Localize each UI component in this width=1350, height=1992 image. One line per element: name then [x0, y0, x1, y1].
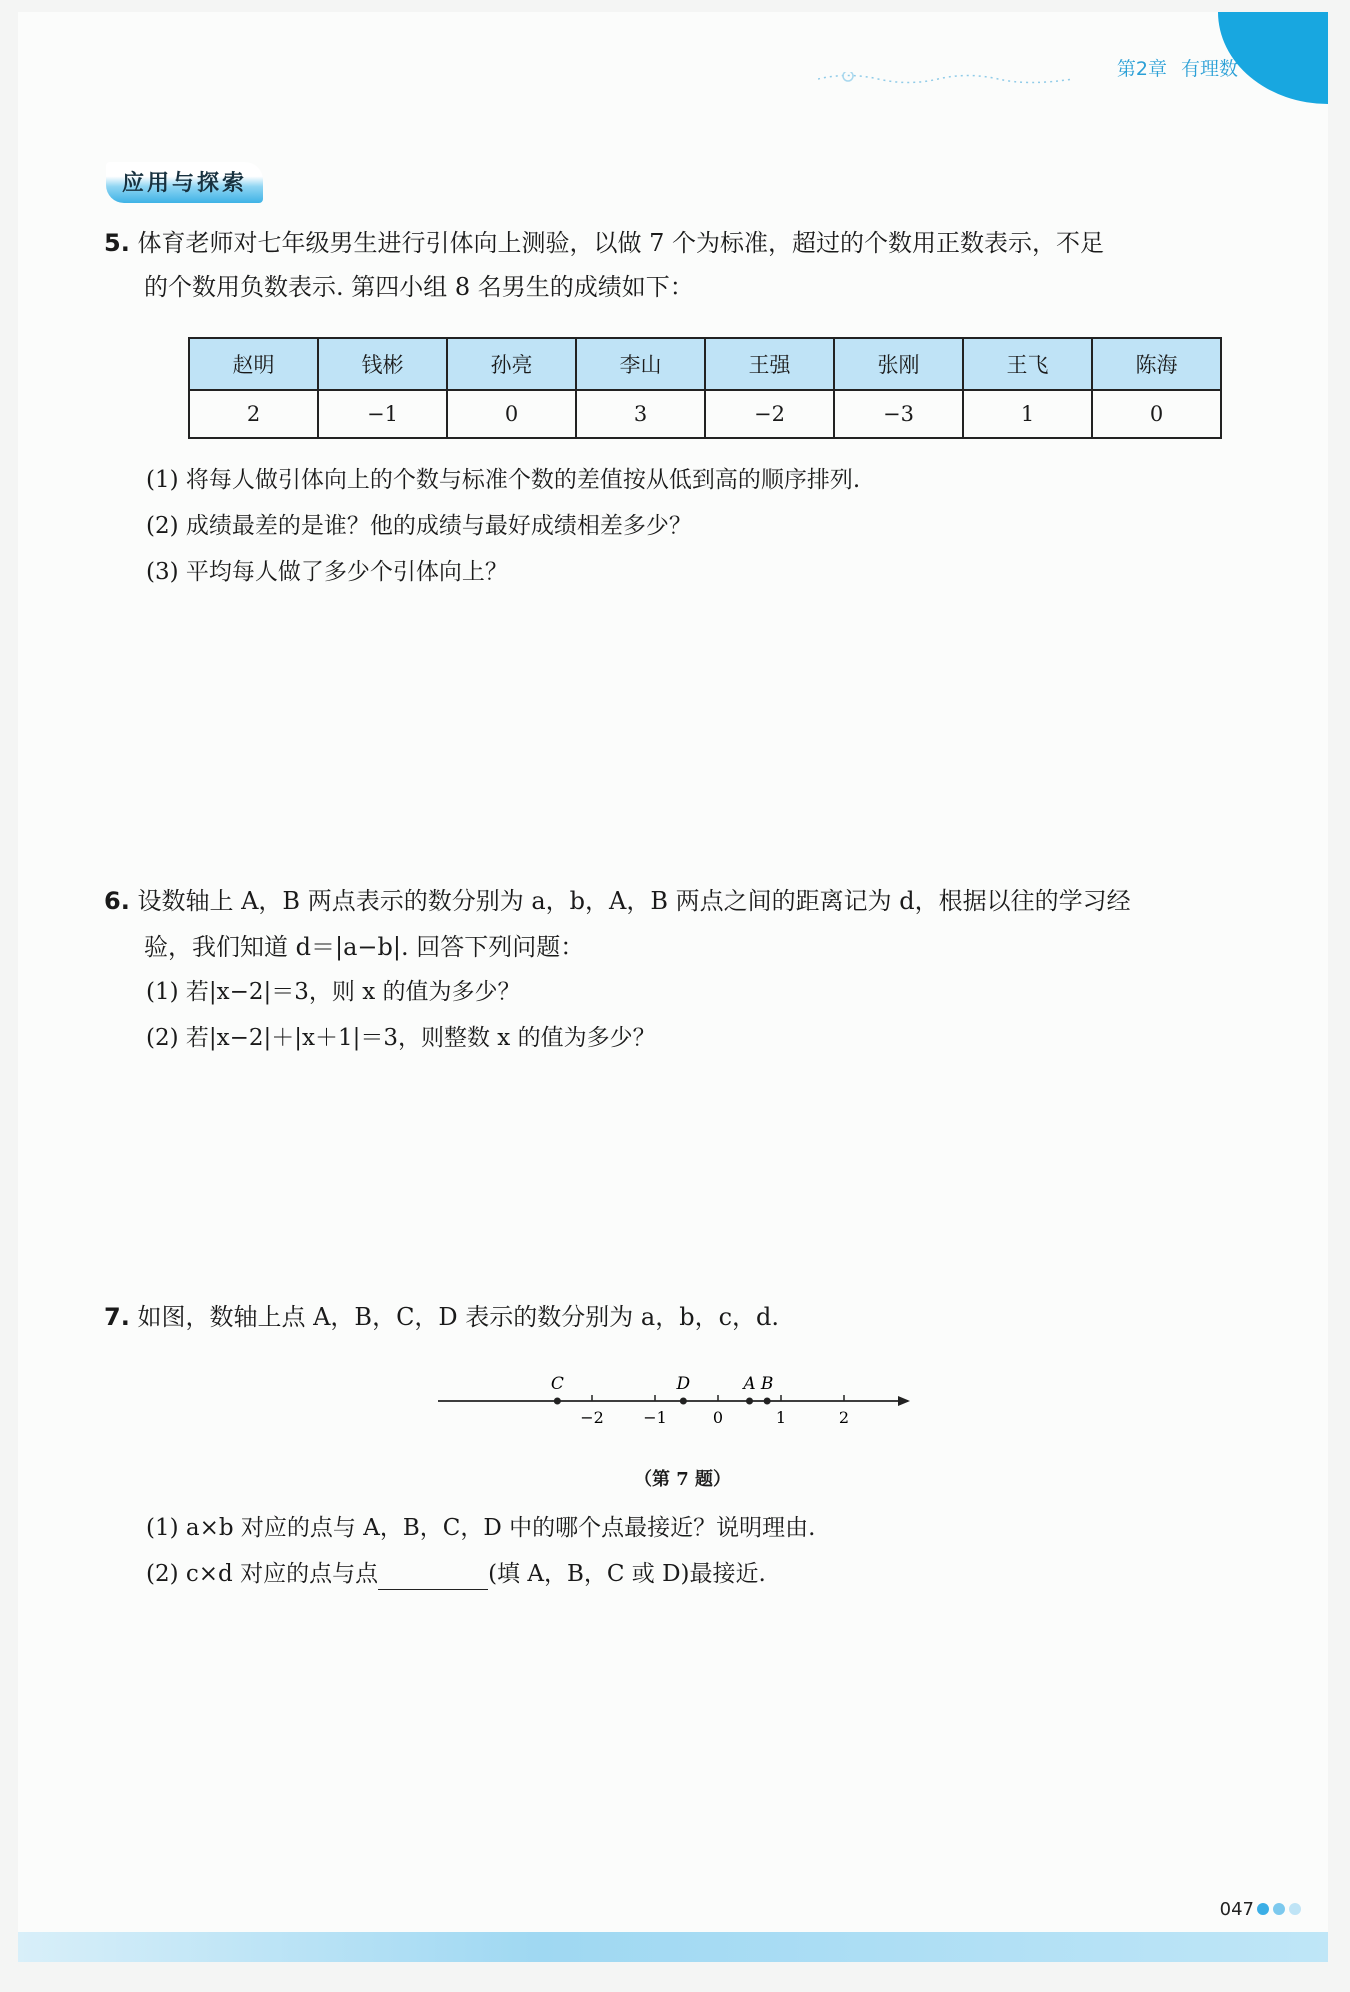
axis-arrow [898, 1396, 910, 1406]
tick-label: 1 [775, 1408, 787, 1427]
point-c [554, 1398, 561, 1405]
tick-label: 0 [712, 1408, 724, 1427]
q6-line1 [104, 884, 1131, 918]
point-label: B [760, 1374, 774, 1394]
chapter-title: 有理数 [1180, 58, 1238, 80]
q5-number: 5. [104, 229, 130, 257]
chapter-number: 第2章 [1116, 58, 1167, 80]
q7-sub1: (1) a×b 对应的点与 A，B，C，D 中的哪个点最接近？说明理由. [146, 1515, 816, 1541]
name-cell: 钱彬 [318, 338, 447, 390]
q5-sub1: (1) 将每人做引体向上的个数与标准个数的差值按从低到高的顺序排列. [146, 467, 861, 493]
name-cell: 赵明 [189, 338, 318, 390]
table-row [189, 390, 1221, 438]
chapter-header [1103, 54, 1238, 81]
q6-number: 6. [104, 887, 130, 915]
figure-caption: （第 7 题） [634, 1469, 732, 1490]
q7-sub2 [146, 1558, 766, 1590]
score-cell: −1 [318, 390, 447, 438]
q7-number: 7. [104, 1303, 130, 1331]
answer-blank[interactable] [378, 1565, 488, 1590]
q7-sub2-suffix: (填 A，B，C 或 D)最接近. [488, 1561, 766, 1587]
point-label: D [676, 1374, 691, 1394]
page-number: 047 [1219, 1899, 1254, 1920]
table-header-row [189, 338, 1221, 390]
footer-band [18, 1932, 1328, 1962]
point-label: A [743, 1374, 756, 1394]
q7-line1 [104, 1300, 779, 1334]
q6-text-line2: 验，我们知道 d＝|a−b|. 回答下列问题： [144, 933, 585, 961]
tick-label: −2 [580, 1408, 604, 1427]
q5-sub2: (2) 成绩最差的是谁？他的成绩与最好成绩相差多少？ [146, 513, 692, 539]
section-tag: 应用与探索 [106, 162, 263, 203]
textbook-page [18, 12, 1328, 1962]
q6-sub1: (1) 若|x−2|＝3，则 x 的值为多少？ [146, 979, 521, 1005]
score-cell: 0 [1092, 390, 1221, 438]
score-cell: 2 [189, 390, 318, 438]
name-cell: 王强 [705, 338, 834, 390]
score-cell: 0 [447, 390, 576, 438]
score-cell: −3 [834, 390, 963, 438]
q7-text-line1: 如图，数轴上点 A，B，C，D 表示的数分别为 a，b，c，d. [137, 1303, 780, 1331]
name-cell: 王飞 [963, 338, 1092, 390]
page-dots-decoration [1256, 1902, 1302, 1916]
name-cell: 陈海 [1092, 338, 1221, 390]
tick-label: 2 [838, 1408, 850, 1427]
q6-text-line1: 设数轴上 A，B 两点表示的数分别为 a，b，A，B 两点之间的距离记为 d，根据以往的学习经 [137, 887, 1131, 915]
scores-table [188, 337, 1222, 439]
score-cell: −2 [705, 390, 834, 438]
point-d [680, 1398, 687, 1405]
tick-label: −1 [643, 1408, 667, 1427]
point-a [746, 1398, 753, 1405]
number-line-figure [428, 1367, 928, 1437]
name-cell: 孙亮 [447, 338, 576, 390]
q5-text-line1: 体育老师对七年级男生进行引体向上测验，以做 7 个为标准，超过的个数用正数表示，不足 [137, 229, 1104, 257]
point-label: C [550, 1374, 564, 1394]
q6-sub2: (2) 若|x−2|＋|x＋1|＝3，则整数 x 的值为多少？ [146, 1025, 656, 1051]
q5-sub3: (3) 平均每人做了多少个引体向上？ [146, 559, 508, 585]
name-cell: 张刚 [834, 338, 963, 390]
dotted-wave-decoration [818, 72, 1078, 86]
score-cell: 1 [963, 390, 1092, 438]
q7-sub2-prefix: (2) c×d 对应的点与点 [146, 1561, 379, 1587]
score-cell: 3 [576, 390, 705, 438]
q5-text-line2: 的个数用负数表示. 第四小组 8 名男生的成绩如下： [144, 273, 694, 301]
name-cell: 李山 [576, 338, 705, 390]
q5-line1 [104, 226, 1104, 260]
point-b [764, 1398, 771, 1405]
